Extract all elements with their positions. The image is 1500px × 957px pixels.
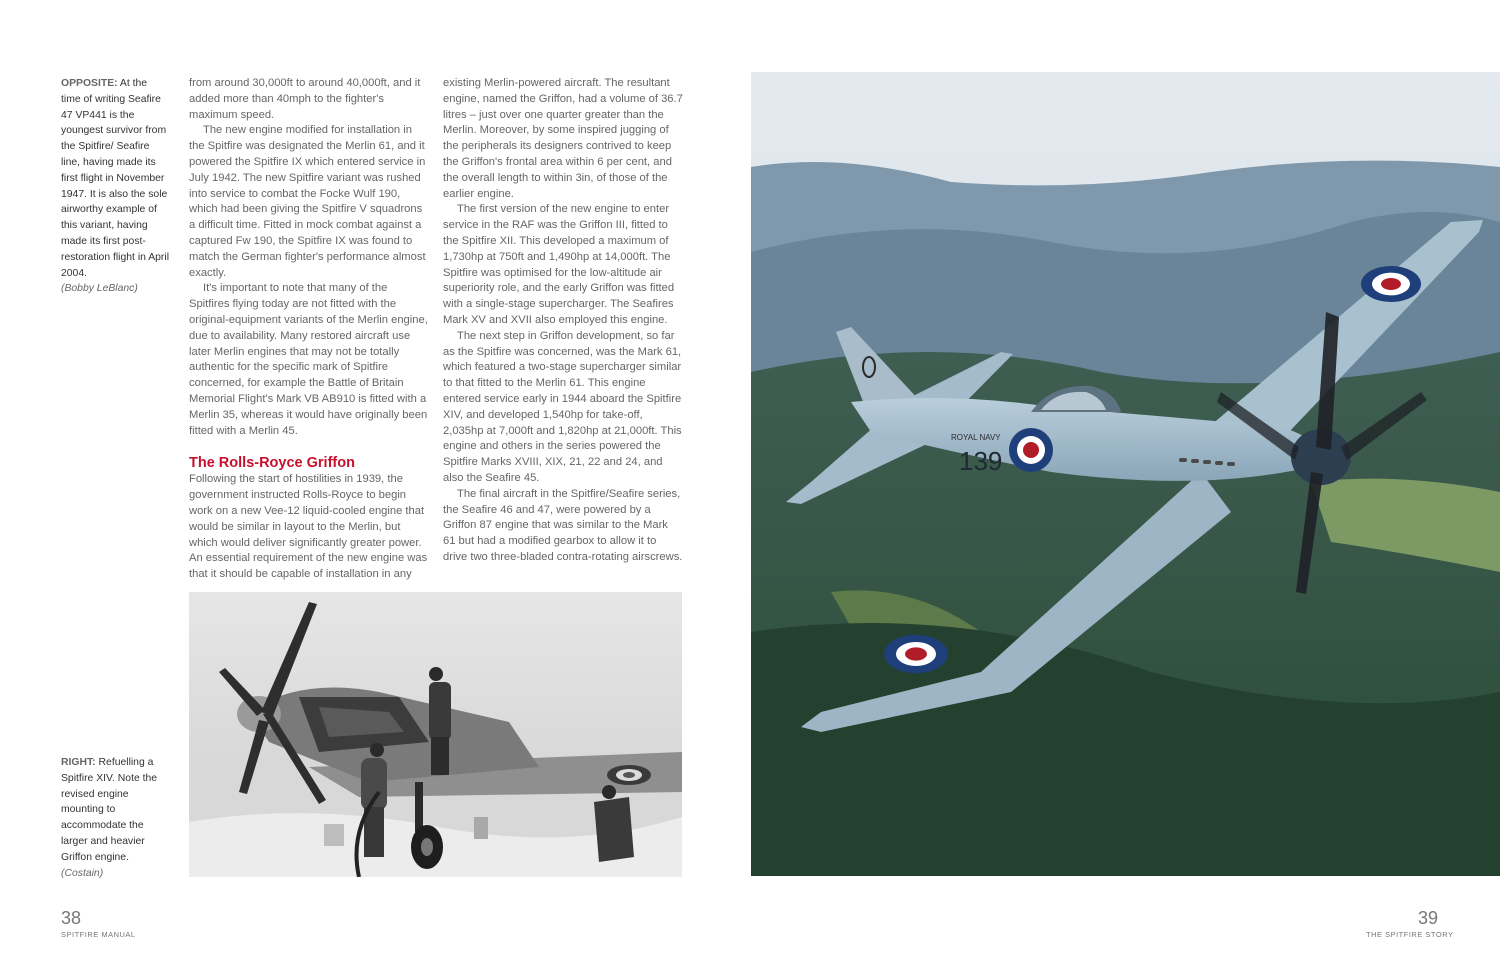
section-heading: The Rolls-Royce Griffon: [189, 455, 355, 472]
caption-lead: RIGHT:: [61, 757, 96, 768]
paragraph: existing Merlin-powered aircraft. The resultant engine, named the Griffon, had a volume of 36.7 litres – just over one quarter greater than the Merlin. Moreover, by some inspired jugging of the peripherals its designers contrived to keep the Griffon's frontal area within 6 per cent, and the overall length to within 3in, of those of the earlier engine.: [443, 77, 683, 200]
paragraph: It's important to note that many of the Spitfires flying today are not fitted with the original-equipment variants of the Merlin engine, due to availability. Many restored aircraft use later Merlin engines that may not be totally authentic for the specific mark of Spitfire concerned, for example the Battle of Britain Memorial Flight's Mark VB AB910 is fitted with a Merlin 35, whereas it would have originally been fitted with a Merlin 45.: [189, 282, 428, 437]
paragraph: Following the start of hostilities in 1939, the government instructed Rolls-Royce to begin work on a new Vee-12 liquid-cooled engine that would be similar in layout to the Merlin, but which would deliver significantly greater power. An essential requirement of the new engine was that it should be capable of installation in any: [189, 473, 428, 581]
aircraft-marking-text: ROYAL NAVY: [951, 433, 1001, 442]
paragraph: The first version of the new engine to enter service in the RAF was the Griffon III, fitted to the Spitfire XII. This developed a maximum of 1,730hp at 750ft and 1,490hp at 14,000ft. The Spitfire was optimised for the low-altitude air superiority role, and the early Griffon was fitted with a single-stage supercharger. The Seafires Mark XV and XVII also employed this engine.: [443, 203, 675, 326]
caption-text: At the time of writing Seafire 47 VP441 is the youngest survivor from the Spitfire/ Seafire line, having made its first flight in November 1947. It is also the sole airworthy example of this variant, having made its first post-restoration flight in April 2004.: [61, 78, 170, 279]
caption-credit: (Costain): [61, 867, 104, 879]
text-column-1: [189, 76, 429, 583]
page-number-right: 39: [1418, 908, 1439, 928]
grayscale-photo-spitfire-refuelling: [189, 592, 682, 877]
running-head-left: SPITFIRE MANUAL: [61, 930, 136, 939]
paragraph: from around 30,000ft to around 40,000ft, and it added more than 40mph to the fighter's maximum speed.: [189, 77, 421, 121]
caption-right: [61, 755, 169, 881]
text-column-2: [443, 76, 683, 566]
aircraft-serial-text: 139: [959, 446, 1003, 476]
caption-opposite: [61, 76, 169, 297]
page-number-left: 38: [61, 908, 82, 928]
paragraph: The final aircraft in the Spitfire/Seafire series, the Seafire 46 and 47, were powered by a Griffon 87 engine that was similar to the Mark 61 but had a modified gearbox to allow it to drive two three-bladed contra-rotating airscrews.: [443, 487, 683, 563]
paragraph: The new engine modified for installation in the Spitfire was designated the Merlin 61, and it powered the Spitfire IX which entered service in July 1942. The new Spitfire variant was rushed into service to combat the Focke Wulf 190, which had been giving the Spitfire V squadrons a difficult time. Fitted in mock combat against a captured Fw 190, the Spitfire IX was found to match the German fighter's performance almost exactly.: [189, 124, 426, 279]
paragraph: The next step in Griffon development, so far as the Spitfire was concerned, was the Mark 61, which featured a two-stage supercharger similar to that fitted to the Merlin 61. This engine entered service early in 1944 aboard the Spitfire XIV, and developed 1,540hp for take-off, 2,035hp at 7,000ft and 1,820hp at 21,000ft. This engine and others in the series powered the Spitfire Marks XVIII, XIX, 21, 22 and 24, and also the Seafire 45.: [443, 329, 682, 484]
caption-text: Refuelling a Spitfire XIV. Note the revised engine mounting to accommodate the larger and heavier Griffon engine.: [61, 757, 158, 863]
running-head-right: THE SPITFIRE STORY: [1366, 930, 1454, 939]
color-photo-seafire-in-flight: [751, 72, 1500, 876]
caption-lead: OPPOSITE:: [61, 78, 118, 89]
caption-credit: (Bobby LeBlanc): [61, 283, 138, 295]
